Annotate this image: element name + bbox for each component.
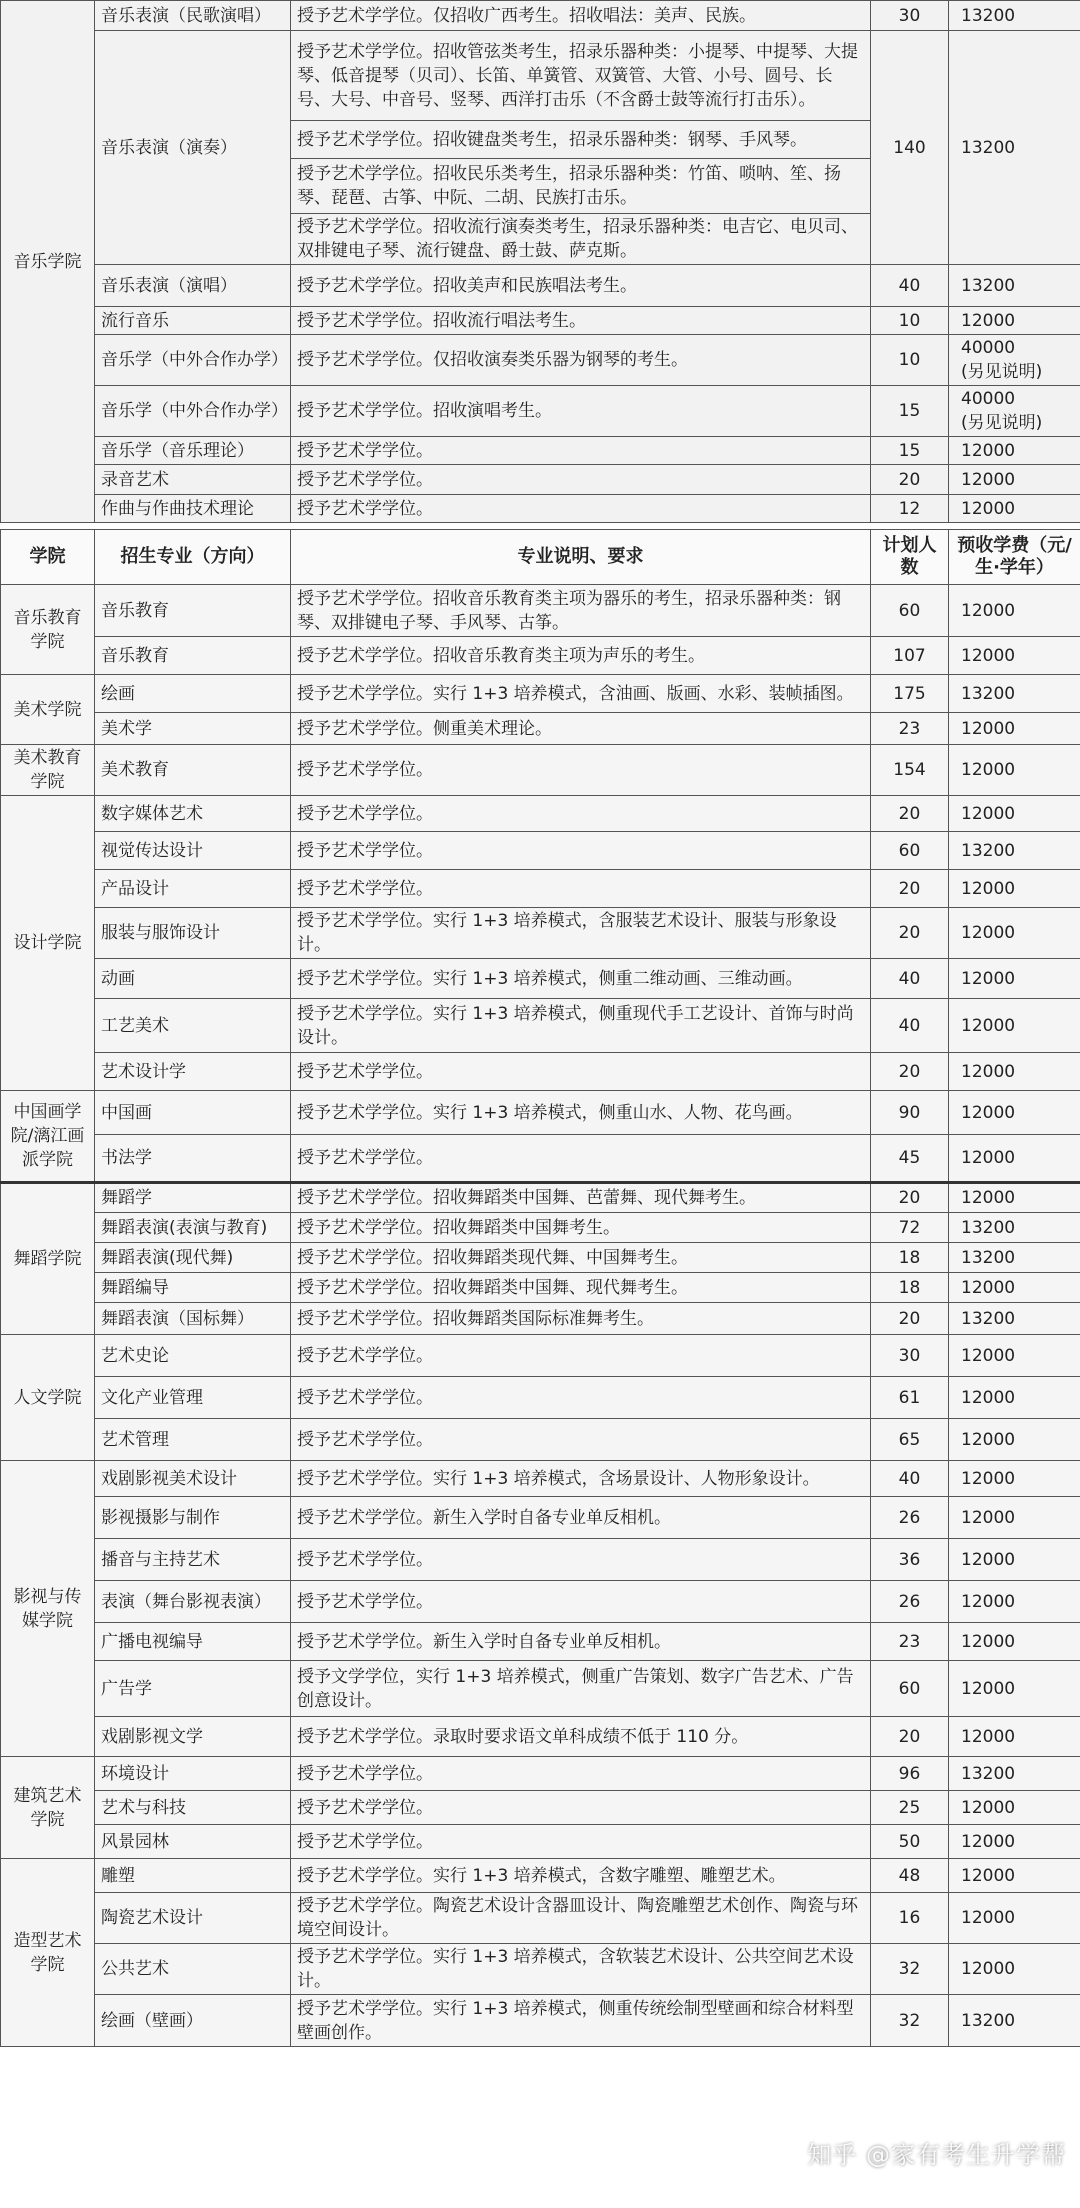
table-row (1, 1213, 1080, 1243)
major-cell: 艺术设计学 (95, 1053, 291, 1091)
fee-value: 12000 (961, 440, 1016, 461)
plan-count-cell: 72 (871, 1213, 949, 1243)
major-cell: 流行音乐 (95, 307, 291, 335)
description-cell: 授予艺术学学位。实行 1+3 培养模式，含软装艺术设计、公共空间艺术设计。 (291, 1944, 871, 1995)
college-cell: 美术教育学院 (1, 745, 95, 796)
description-cell: 授予艺术学学位。招收音乐教育类主项为声乐的考生。 (291, 637, 871, 675)
major-cell: 音乐学（音乐理论） (95, 437, 291, 465)
plan-count-cell: 32 (871, 1944, 949, 1995)
major-cell: 表演（舞台影视表演） (95, 1581, 291, 1623)
plan-count-cell: 16 (871, 1893, 949, 1944)
plan-count-cell: 45 (871, 1135, 949, 1183)
description-cell: 授予艺术学学位。招收音乐教育类主项为器乐的考生，招录乐器种类：钢琴、双排键电子琴、手风琴、古筝。 (291, 585, 871, 637)
fee-cell (949, 495, 1080, 523)
description-cell: 授予艺术学学位。 (291, 495, 871, 523)
plan-count-cell: 20 (871, 796, 949, 832)
major-cell: 音乐学（中外合作办学） (95, 386, 291, 437)
major-cell: 音乐表演（演唱） (95, 265, 291, 307)
fee-cell: 12000 (949, 999, 1080, 1053)
major-cell: 播音与主持艺术 (95, 1539, 291, 1581)
fee-note: (另见说明) (961, 413, 1043, 433)
plan-count-cell: 140 (871, 31, 949, 265)
table-row (1, 1791, 1080, 1825)
description-cell: 授予艺术学学位。 (291, 1825, 871, 1859)
table-row (1, 335, 1080, 386)
description-cell: 授予艺术学学位。 (291, 1539, 871, 1581)
table-row (1, 1091, 1080, 1135)
table-row (1, 465, 1080, 495)
description-cell: 授予艺术学学位。招收舞蹈类国际标准舞考生。 (291, 1303, 871, 1335)
table-row (1, 1825, 1080, 1859)
fee-cell (949, 265, 1080, 307)
description-cell: 授予艺术学学位。招收舞蹈类现代舞、中国舞考生。 (291, 1243, 871, 1273)
fee-cell: 12000 (949, 1944, 1080, 1995)
description-cell: 授予艺术学学位。招收民乐类考生，招录乐器种类：竹笛、唢呐、笙、扬琴、琵琶、古筝、中阮、二胡、民族打击乐。 (291, 159, 871, 214)
table-row (1, 307, 1080, 335)
description-cell: 授予艺术学学位。新生入学时自备专业单反相机。 (291, 1623, 871, 1661)
plan-count-cell: 30 (871, 1335, 949, 1377)
description-cell: 授予艺术学学位。 (291, 832, 871, 870)
plan-count-cell: 10 (871, 335, 949, 386)
table-row (1, 1995, 1080, 2047)
description-cell: 授予艺术学学位。实行 1+3 培养模式，含服装艺术设计、服装与形象设计。 (291, 908, 871, 959)
major-cell: 风景园林 (95, 1825, 291, 1859)
major-cell: 音乐学（中外合作办学） (95, 335, 291, 386)
description-cell: 授予艺术学学位。实行 1+3 培养模式，含油画、版画、水彩、装帧插图。 (291, 675, 871, 713)
major-cell: 音乐教育 (95, 585, 291, 637)
fee-cell: 12000 (949, 1623, 1080, 1661)
description-cell: 授予艺术学学位。 (291, 437, 871, 465)
fee-cell: 12000 (949, 959, 1080, 999)
major-cell: 艺术与科技 (95, 1791, 291, 1825)
college-cell: 音乐教育学院 (1, 585, 95, 675)
description-cell: 授予艺术学学位。 (291, 465, 871, 495)
plan-count-cell: 18 (871, 1243, 949, 1273)
college-cell: 建筑艺术学院 (1, 1757, 95, 1859)
table-row (1, 1273, 1080, 1303)
description-cell: 授予艺术学学位。招收美声和民族唱法考生。 (291, 265, 871, 307)
college-cell: 舞蹈学院 (1, 1183, 95, 1335)
table-row (1, 1757, 1080, 1791)
table-row (1, 495, 1080, 523)
table-row (1, 1243, 1080, 1273)
description-cell: 授予艺术学学位。招收流行演奏类考生，招录乐器种类：电吉它、电贝司、双排键电子琴、流行键盘、爵士鼓、萨克斯。 (291, 214, 871, 265)
table-row (1, 713, 1080, 745)
header-desc: 专业说明、要求 (291, 530, 871, 585)
major-cell: 绘画（壁画） (95, 1995, 291, 2047)
plan-count-cell: 50 (871, 1825, 949, 1859)
plan-count-cell: 40 (871, 265, 949, 307)
plan-count-cell: 23 (871, 1623, 949, 1661)
header-fee: 预收学费（元/生·学年） (949, 530, 1080, 585)
description-cell: 授予艺术学学位。实行 1+3 培养模式，含场景设计、人物形象设计。 (291, 1461, 871, 1497)
major-cell: 动画 (95, 959, 291, 999)
fee-cell: 12000 (949, 1461, 1080, 1497)
table-row (1, 832, 1080, 870)
plan-count-cell: 61 (871, 1377, 949, 1419)
table-row (1, 1944, 1080, 1995)
fee-cell: 12000 (949, 1539, 1080, 1581)
plan-count-cell: 40 (871, 959, 949, 999)
plan-count-cell: 20 (871, 908, 949, 959)
plan-count-cell: 20 (871, 1053, 949, 1091)
plan-count-cell: 23 (871, 713, 949, 745)
fee-cell: 13200 (949, 1213, 1080, 1243)
fee-cell: 12000 (949, 1419, 1080, 1461)
description-cell: 授予艺术学学位。 (291, 796, 871, 832)
major-cell: 艺术史论 (95, 1335, 291, 1377)
description-cell: 授予艺术学学位。招收流行唱法考生。 (291, 307, 871, 335)
major-cell: 数字媒体艺术 (95, 796, 291, 832)
fee-cell (949, 437, 1080, 465)
description-cell: 授予艺术学学位。 (291, 1335, 871, 1377)
table-row (1, 437, 1080, 465)
description-cell: 授予艺术学学位。 (291, 1135, 871, 1183)
fee-cell: 13200 (949, 1757, 1080, 1791)
major-cell: 书法学 (95, 1135, 291, 1183)
table-row (1, 796, 1080, 832)
table-row (1, 1335, 1080, 1377)
major-cell: 视觉传达设计 (95, 832, 291, 870)
fee-cell (949, 386, 1080, 437)
plan-count-cell: 48 (871, 1859, 949, 1893)
fee-value: 40000 (961, 389, 1016, 409)
header-plan: 计划人数 (871, 530, 949, 585)
plan-count-cell: 18 (871, 1273, 949, 1303)
description-cell: 授予艺术学学位。 (291, 1377, 871, 1419)
fee-cell: 12000 (949, 908, 1080, 959)
description-cell: 授予艺术学学位。实行 1+3 培养模式，侧重二维动画、三维动画。 (291, 959, 871, 999)
major-cell: 工艺美术 (95, 999, 291, 1053)
fee-cell: 12000 (949, 585, 1080, 637)
plan-count-cell: 40 (871, 1461, 949, 1497)
description-cell: 授予艺术学学位。 (291, 745, 871, 796)
plan-count-cell: 20 (871, 1183, 949, 1213)
major-cell: 舞蹈表演（国标舞） (95, 1303, 291, 1335)
major-cell: 美术学 (95, 713, 291, 745)
fee-cell: 12000 (949, 1893, 1080, 1944)
table-row (1, 1859, 1080, 1893)
fee-cell: 12000 (949, 1497, 1080, 1539)
table-row (1, 31, 1080, 121)
description-cell: 授予艺术学学位。仅招收演奏类乐器为钢琴的考生。 (291, 335, 871, 386)
major-cell: 服装与服饰设计 (95, 908, 291, 959)
major-cell: 舞蹈学 (95, 1183, 291, 1213)
fee-value: 12000 (961, 498, 1016, 519)
table-row (1, 1303, 1080, 1335)
table-row (1, 386, 1080, 437)
description-cell: 授予艺术学学位。实行 1+3 培养模式，侧重现代手工艺设计、首饰与时尚设计。 (291, 999, 871, 1053)
plan-count-cell: 60 (871, 832, 949, 870)
fee-value: 12000 (961, 310, 1016, 331)
table-row (1, 1497, 1080, 1539)
plan-count-cell: 107 (871, 637, 949, 675)
fee-cell: 13200 (949, 675, 1080, 713)
plan-count-cell: 32 (871, 1995, 949, 2047)
college-cell: 设计学院 (1, 796, 95, 1091)
description-cell: 授予艺术学学位。招收舞蹈类中国舞考生。 (291, 1213, 871, 1243)
plan-count-cell: 175 (871, 675, 949, 713)
description-cell: 授予艺术学学位。 (291, 870, 871, 908)
plan-count-cell: 30 (871, 1, 949, 31)
major-cell: 音乐教育 (95, 637, 291, 675)
music-college-table (0, 0, 1080, 523)
major-cell: 戏剧影视美术设计 (95, 1461, 291, 1497)
plan-count-cell: 26 (871, 1581, 949, 1623)
fee-cell: 12000 (949, 1053, 1080, 1091)
description-cell: 授予艺术学学位。 (291, 1791, 871, 1825)
table-row (1, 1461, 1080, 1497)
description-cell: 授予艺术学学位。招收管弦类考生，招录乐器种类：小提琴、中提琴、大提琴、低音提琴（贝司）、长笛、单簧管、双簧管、大管、小号、圆号、长号、大号、中音号、竖琴、西洋打击乐（不含爵士鼓等流行打击乐）。 (291, 31, 871, 121)
college-cell: 造型艺术学院 (1, 1859, 95, 2047)
college-cell: 影视与传媒学院 (1, 1461, 95, 1757)
fee-cell: 13200 (949, 1303, 1080, 1335)
plan-count-cell: 12 (871, 495, 949, 523)
major-cell: 舞蹈表演(表演与教育) (95, 1213, 291, 1243)
description-cell: 授予艺术学学位。 (291, 1419, 871, 1461)
table-row (1, 1135, 1080, 1183)
plan-count-cell: 15 (871, 386, 949, 437)
fee-cell: 12000 (949, 796, 1080, 832)
description-cell: 授予文学学位，实行 1+3 培养模式，侧重广告策划、数字广告艺术、广告创意设计。 (291, 1661, 871, 1717)
table-row (1, 265, 1080, 307)
plan-count-cell: 96 (871, 1757, 949, 1791)
major-cell: 舞蹈编导 (95, 1273, 291, 1303)
fee-cell: 12000 (949, 1859, 1080, 1893)
major-cell: 艺术管理 (95, 1419, 291, 1461)
description-cell: 授予艺术学学位。实行 1+3 培养模式，含数字雕塑、雕塑艺术。 (291, 1859, 871, 1893)
description-cell: 授予艺术学学位。侧重美术理论。 (291, 713, 871, 745)
plan-count-cell: 90 (871, 1091, 949, 1135)
description-cell: 授予艺术学学位。 (291, 1757, 871, 1791)
major-cell: 录音艺术 (95, 465, 291, 495)
description-cell: 授予艺术学学位。新生入学时自备专业单反相机。 (291, 1497, 871, 1539)
fee-cell (949, 307, 1080, 335)
plan-count-cell: 36 (871, 1539, 949, 1581)
header-college: 学院 (1, 530, 95, 585)
table-row (1, 1661, 1080, 1717)
major-cell: 公共艺术 (95, 1944, 291, 1995)
description-cell: 授予艺术学学位。实行 1+3 培养模式，侧重传统绘制型壁画和综合材料型壁画创作。 (291, 1995, 871, 2047)
fee-cell: 12000 (949, 1273, 1080, 1303)
fee-cell: 12000 (949, 1717, 1080, 1757)
college-cell: 中国画学院/漓江画派学院 (1, 1091, 95, 1183)
major-cell: 影视摄影与制作 (95, 1497, 291, 1539)
plan-count-cell: 26 (871, 1497, 949, 1539)
fee-cell (949, 465, 1080, 495)
description-cell: 授予艺术学学位。招收舞蹈类中国舞、现代舞考生。 (291, 1273, 871, 1303)
fee-cell: 13200 (949, 832, 1080, 870)
plan-count-cell: 65 (871, 1419, 949, 1461)
description-cell: 授予艺术学学位。招收键盘类考生，招录乐器种类：钢琴、手风琴。 (291, 121, 871, 159)
watermark: 知乎 @家有考生升学帮 (807, 2141, 1066, 2169)
table-row (1, 1419, 1080, 1461)
major-cell: 音乐表演（演奏） (95, 31, 291, 265)
table-row (1, 1893, 1080, 1944)
admission-table (0, 529, 1080, 2047)
plan-count-cell: 40 (871, 999, 949, 1053)
description-cell: 授予艺术学学位。录取时要求语文单科成绩不低于 110 分。 (291, 1717, 871, 1757)
fee-cell: 12000 (949, 713, 1080, 745)
fee-value: 12000 (961, 469, 1016, 490)
fee-value: 13200 (961, 5, 1016, 26)
plan-count-cell: 20 (871, 870, 949, 908)
fee-note: (另见说明) (961, 362, 1043, 382)
plan-count-cell: 20 (871, 1303, 949, 1335)
fee-cell: 12000 (949, 1377, 1080, 1419)
major-cell: 音乐表演（民歌演唱） (95, 1, 291, 31)
header-row (1, 530, 1080, 585)
major-cell: 文化产业管理 (95, 1377, 291, 1419)
plan-count-cell: 15 (871, 437, 949, 465)
table-row (1, 908, 1080, 959)
table-row (1, 870, 1080, 908)
major-cell: 绘画 (95, 675, 291, 713)
table-row (1, 1053, 1080, 1091)
fee-cell: 12000 (949, 1791, 1080, 1825)
major-cell: 陶瓷艺术设计 (95, 1893, 291, 1944)
table-row (1, 637, 1080, 675)
table-row (1, 675, 1080, 713)
fee-cell: 12000 (949, 1581, 1080, 1623)
table-row (1, 585, 1080, 637)
fee-value: 13200 (961, 137, 1016, 158)
description-cell: 授予艺术学学位。招收舞蹈类中国舞、芭蕾舞、现代舞考生。 (291, 1183, 871, 1213)
plan-count-cell: 154 (871, 745, 949, 796)
fee-cell (949, 1, 1080, 31)
table-row (1, 999, 1080, 1053)
major-cell: 作曲与作曲技术理论 (95, 495, 291, 523)
description-cell: 授予艺术学学位。陶瓷艺术设计含器皿设计、陶瓷雕塑艺术创作、陶瓷与环境空间设计。 (291, 1893, 871, 1944)
plan-count-cell: 60 (871, 1661, 949, 1717)
table-row (1, 1717, 1080, 1757)
fee-cell: 12000 (949, 1825, 1080, 1859)
description-cell: 授予艺术学学位。招收演唱考生。 (291, 386, 871, 437)
major-cell: 戏剧影视文学 (95, 1717, 291, 1757)
fee-cell: 13200 (949, 1243, 1080, 1273)
table-row (1, 1377, 1080, 1419)
fee-cell: 12000 (949, 637, 1080, 675)
plan-count-cell: 25 (871, 1791, 949, 1825)
table-row (1, 959, 1080, 999)
table-row (1, 1539, 1080, 1581)
fee-cell: 12000 (949, 745, 1080, 796)
major-cell: 舞蹈表演(现代舞) (95, 1243, 291, 1273)
table-row (1, 745, 1080, 796)
fee-cell (949, 335, 1080, 386)
table-row (1, 1581, 1080, 1623)
fee-cell: 12000 (949, 1661, 1080, 1717)
fee-cell: 12000 (949, 1183, 1080, 1213)
fee-cell: 12000 (949, 870, 1080, 908)
fee-value: 13200 (961, 275, 1016, 296)
fee-value: 40000 (961, 338, 1016, 358)
plan-count-cell: 10 (871, 307, 949, 335)
major-cell: 雕塑 (95, 1859, 291, 1893)
description-cell: 授予艺术学学位。实行 1+3 培养模式，侧重山水、人物、花鸟画。 (291, 1091, 871, 1135)
fee-cell: 12000 (949, 1135, 1080, 1183)
major-cell: 中国画 (95, 1091, 291, 1135)
major-cell: 环境设计 (95, 1757, 291, 1791)
description-cell: 授予艺术学学位。仅招收广西考生。招收唱法：美声、民族。 (291, 1, 871, 31)
fee-cell: 12000 (949, 1091, 1080, 1135)
fee-cell (949, 31, 1080, 265)
major-cell: 美术教育 (95, 745, 291, 796)
description-cell: 授予艺术学学位。 (291, 1053, 871, 1091)
fee-cell: 12000 (949, 1335, 1080, 1377)
plan-count-cell: 20 (871, 1717, 949, 1757)
plan-count-cell: 60 (871, 585, 949, 637)
table-row (1, 1183, 1080, 1213)
table-row (1, 1, 1080, 31)
plan-count-cell: 20 (871, 465, 949, 495)
fee-cell: 13200 (949, 1995, 1080, 2047)
college-cell: 人文学院 (1, 1335, 95, 1461)
major-cell: 广告学 (95, 1661, 291, 1717)
description-cell: 授予艺术学学位。 (291, 1581, 871, 1623)
college-cell: 美术学院 (1, 675, 95, 745)
college-cell: 音乐学院 (1, 1, 95, 523)
major-cell: 广播电视编导 (95, 1623, 291, 1661)
major-cell: 产品设计 (95, 870, 291, 908)
table-row (1, 1623, 1080, 1661)
header-major: 招生专业（方向） (95, 530, 291, 585)
